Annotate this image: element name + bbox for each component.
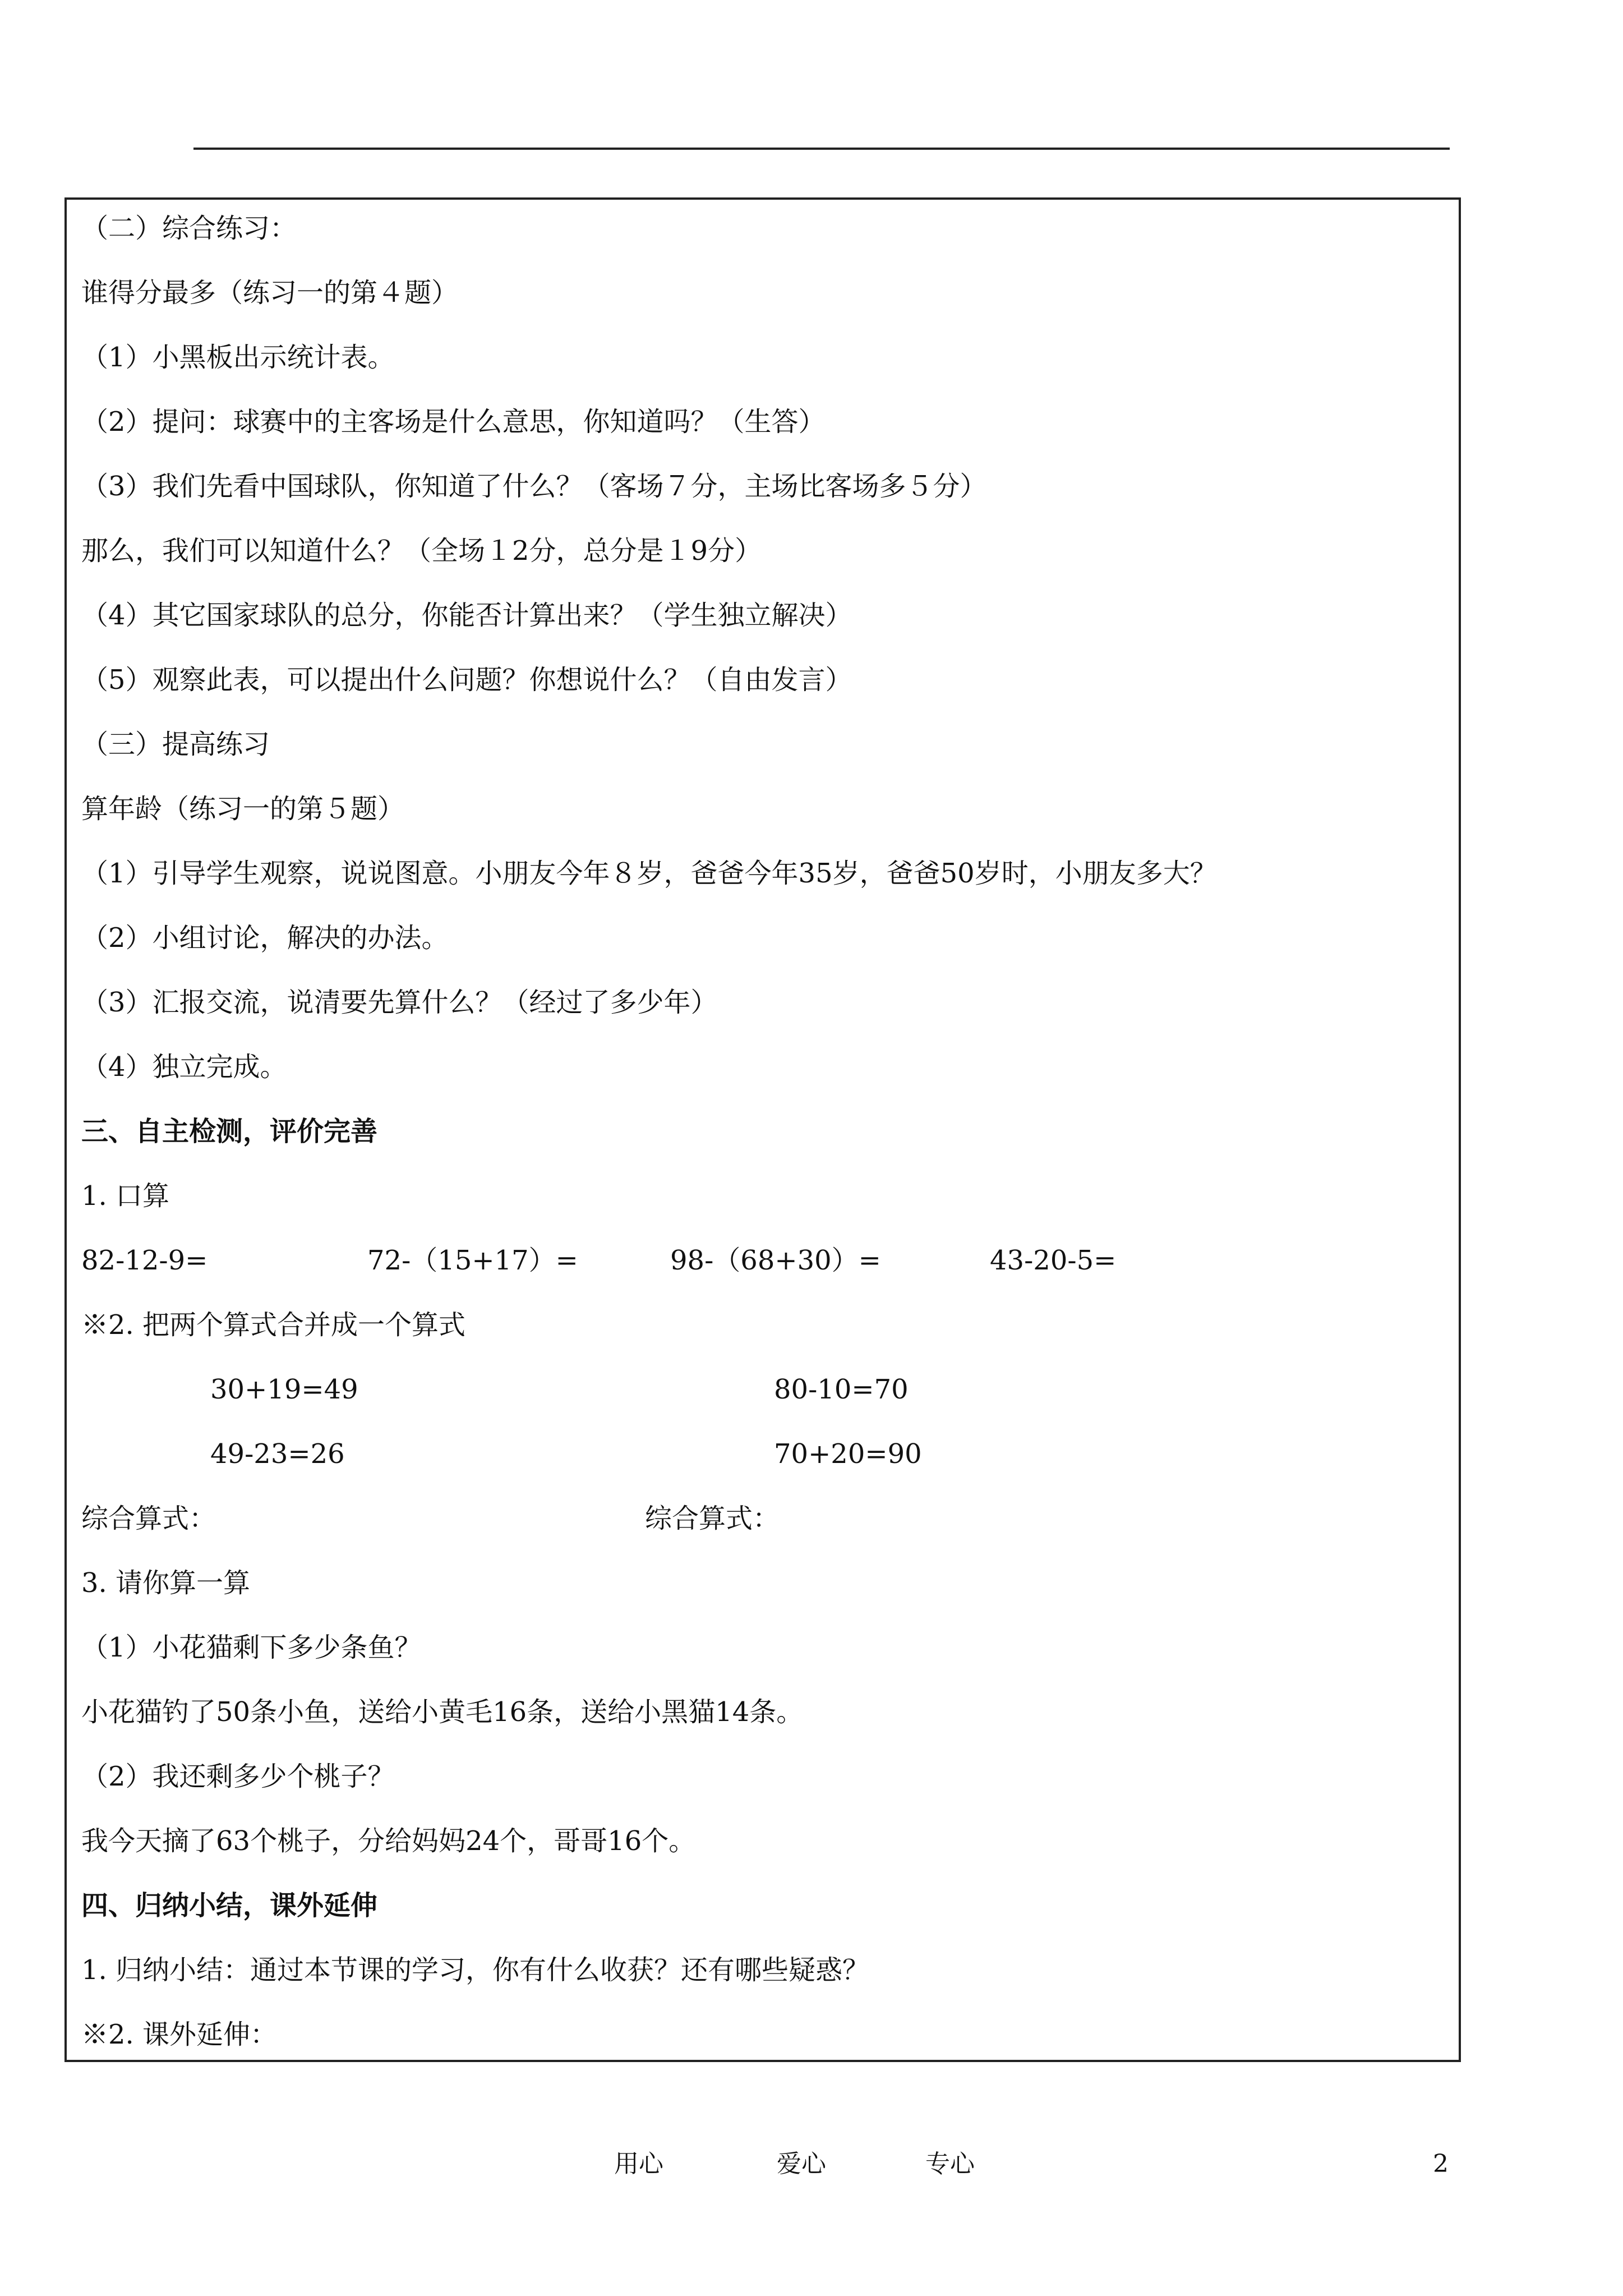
step-line: （2）小组讨论，解决的办法。: [81, 922, 449, 954]
problem-text: 小花猫钓了50条小鱼，送给小黄毛16条，送给小黑猫14条。: [81, 1696, 804, 1728]
equation: 70+20=90: [774, 1438, 922, 1470]
oral-calc-item: 98-（68+30）=: [670, 1245, 881, 1276]
extension-item: ※2. 课外延伸：: [81, 2019, 278, 2050]
footer-word: 用心: [614, 2150, 663, 2178]
step-line: （3）我们先看中国球队，你知道了什么？（客场７分，主场比客场多５分）: [81, 471, 987, 502]
section-heading: （二）综合练习：: [81, 213, 297, 244]
step-line: （3）汇报交流，说清要先算什么？（经过了多少年）: [81, 987, 718, 1018]
part-heading: 四、归纳小结，课外延伸: [81, 1890, 378, 1921]
page-number: 2: [1433, 2150, 1449, 2178]
combined-expression-label: 综合算式：: [645, 1503, 780, 1534]
step-line: （4）其它国家球队的总分，你能否计算出来？（学生独立解决）: [81, 600, 852, 631]
sub-question: （1）小花猫剩下多少条鱼？: [81, 1632, 422, 1663]
equation: 49-23=26: [210, 1438, 345, 1470]
question-label: 3. 请你算一算: [81, 1567, 251, 1599]
step-line: （2）提问：球赛中的主客场是什么意思，你知道吗？（生答）: [81, 406, 826, 438]
exercise-title: 算年龄（练习一的第５题）: [81, 793, 405, 825]
question-label: 1. 口算: [81, 1180, 170, 1212]
section-heading: （三）提高练习: [81, 729, 270, 760]
oral-calc-item: 43-20-5=: [990, 1245, 1117, 1276]
header-rule: [193, 148, 1450, 150]
footer-word: 爱心: [777, 2150, 826, 2178]
oral-calc-item: 82-12-9=: [81, 1245, 208, 1276]
summary-item: 1. 归纳小结：通过本节课的学习，你有什么收获？还有哪些疑惑？: [81, 1954, 870, 1986]
step-line: （1）引导学生观察，说说图意。小朋友今年８岁，爸爸今年35岁，爸爸50岁时，小朋友多大？: [81, 858, 1217, 889]
problem-text: 我今天摘了63个桃子，分给妈妈24个，哥哥16个。: [81, 1825, 696, 1857]
step-line: （5）观察此表，可以提出什么问题？你想说什么？（自由发言）: [81, 664, 852, 696]
equation: 30+19=49: [210, 1374, 358, 1405]
step-line: （4）独立完成。: [81, 1051, 287, 1083]
footer-word: 专心: [925, 2150, 975, 2178]
sub-question: （2）我还剩多少个桃子？: [81, 1761, 395, 1792]
oral-calc-item: 72-（15+17）=: [367, 1245, 578, 1276]
step-line: 那么，我们可以知道什么？（全场１2分，总分是１9分）: [81, 535, 762, 567]
equation: 80-10=70: [774, 1374, 909, 1405]
step-line: （1）小黑板出示统计表。: [81, 342, 395, 373]
question-label: ※2. 把两个算式合并成一个算式: [81, 1309, 466, 1341]
part-heading: 三、自主检测，评价完善: [81, 1116, 378, 1147]
combined-expression-label: 综合算式：: [81, 1503, 216, 1534]
exercise-title: 谁得分最多（练习一的第４题）: [81, 277, 459, 309]
